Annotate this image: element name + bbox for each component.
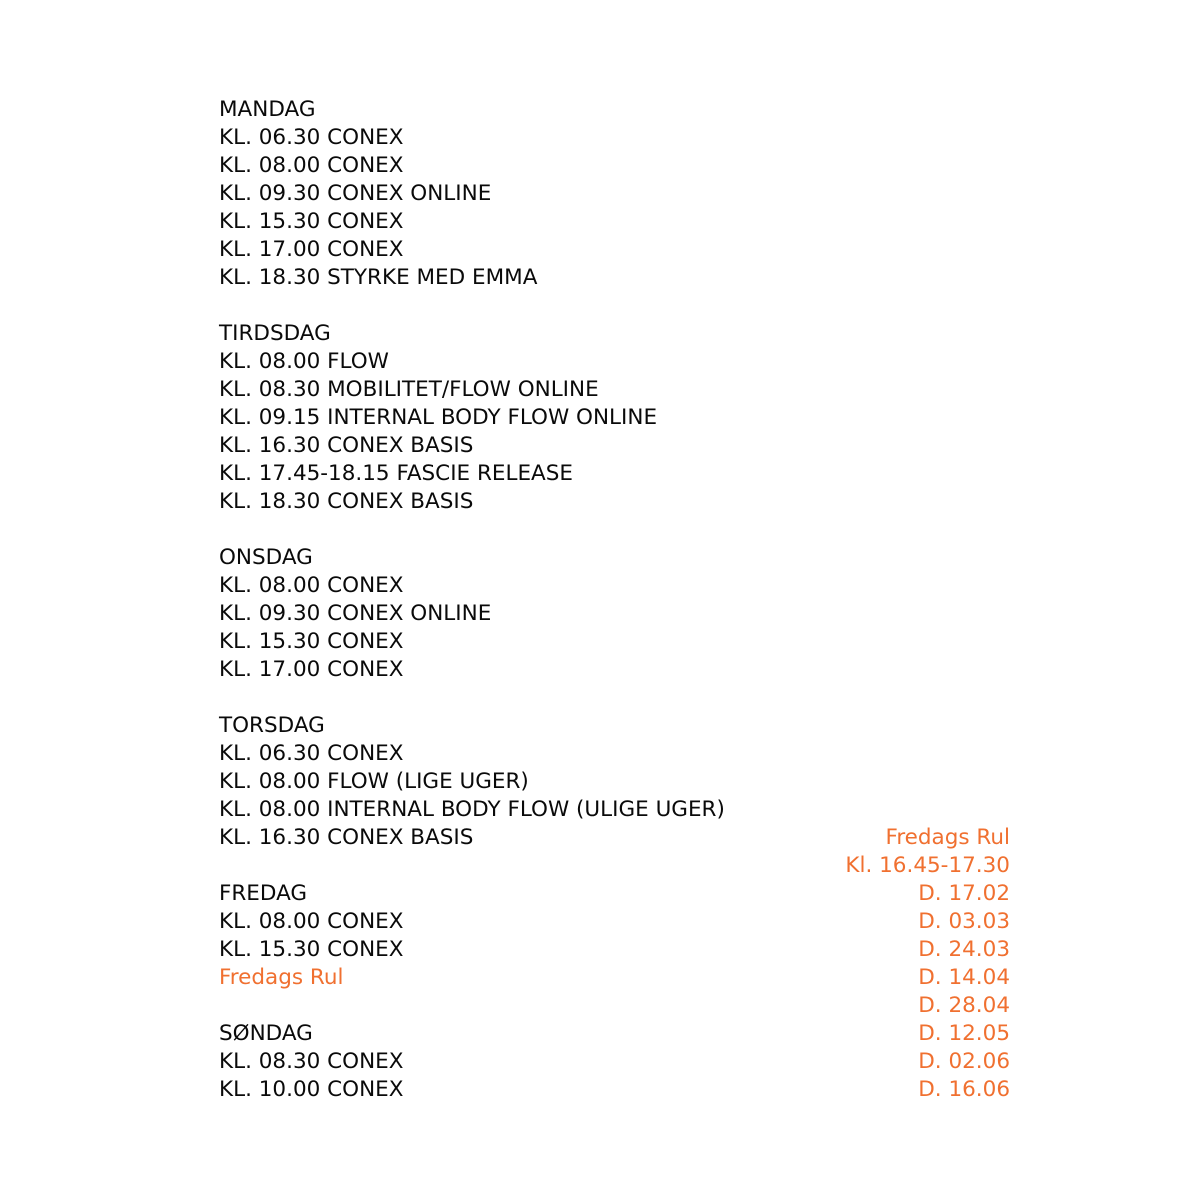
class-item: KL. 08.00 CONEX — [219, 573, 404, 598]
promo-date: D. 03.03 — [918, 909, 1010, 934]
day-name: TORSDAG — [219, 713, 325, 738]
class-item-fredags-rul: Fredags Rul — [219, 965, 344, 990]
day-block-monday — [219, 96, 819, 292]
class-item: KL. 08.30 CONEX — [219, 1049, 404, 1074]
weekly-schedule — [219, 96, 819, 1104]
class-item: KL. 18.30 STYRKE MED EMMA — [219, 265, 538, 290]
day-name: TIRDSDAG — [219, 321, 331, 346]
class-item: KL. 17.00 CONEX — [219, 237, 404, 262]
promo-date: D. 24.03 — [918, 937, 1010, 962]
class-item: KL. 09.30 CONEX ONLINE — [219, 601, 492, 626]
class-item: KL. 08.00 CONEX — [219, 909, 404, 934]
day-block-friday — [219, 880, 819, 992]
class-item: KL. 15.30 CONEX — [219, 209, 404, 234]
promo-date: D. 14.04 — [918, 965, 1010, 990]
promo-date: D. 28.04 — [918, 993, 1010, 1018]
class-item: KL. 15.30 CONEX — [219, 937, 404, 962]
class-item: KL. 08.00 INTERNAL BODY FLOW (ULIGE UGER) — [219, 797, 725, 822]
day-name: MANDAG — [219, 97, 316, 122]
class-item: KL. 08.00 CONEX — [219, 153, 404, 178]
promo-date: D. 16.06 — [918, 1077, 1010, 1102]
day-block-tuesday — [219, 320, 819, 516]
day-block-wednesday — [219, 544, 819, 684]
fredags-rul-promo — [845, 824, 1010, 1104]
day-name: ONSDAG — [219, 545, 313, 570]
class-item: KL. 15.30 CONEX — [219, 629, 404, 654]
class-item: KL. 08.30 MOBILITET/FLOW ONLINE — [219, 377, 599, 402]
promo-date: D. 02.06 — [918, 1049, 1010, 1074]
promo-date: D. 12.05 — [918, 1021, 1010, 1046]
day-block-sunday — [219, 1020, 819, 1104]
class-item: KL. 06.30 CONEX — [219, 741, 404, 766]
promo-title: Fredags Rul — [885, 825, 1010, 850]
class-item: KL. 10.00 CONEX — [219, 1077, 404, 1102]
class-item: KL. 09.30 CONEX ONLINE — [219, 181, 492, 206]
class-item: KL. 08.00 FLOW (LIGE UGER) — [219, 769, 529, 794]
promo-time: Kl. 16.45-17.30 — [845, 853, 1010, 878]
class-item: KL. 06.30 CONEX — [219, 125, 404, 150]
day-name: SØNDAG — [219, 1021, 313, 1046]
day-block-thursday — [219, 712, 819, 852]
class-item: KL. 16.30 CONEX BASIS — [219, 825, 474, 850]
class-item: KL. 09.15 INTERNAL BODY FLOW ONLINE — [219, 405, 658, 430]
class-item: KL. 17.45-18.15 FASCIE RELEASE — [219, 461, 573, 486]
class-item: KL. 08.00 FLOW — [219, 349, 389, 374]
class-item: KL. 16.30 CONEX BASIS — [219, 433, 474, 458]
class-item: KL. 18.30 CONEX BASIS — [219, 489, 474, 514]
promo-date: D. 17.02 — [918, 881, 1010, 906]
day-name: FREDAG — [219, 881, 308, 906]
class-item: KL. 17.00 CONEX — [219, 657, 404, 682]
